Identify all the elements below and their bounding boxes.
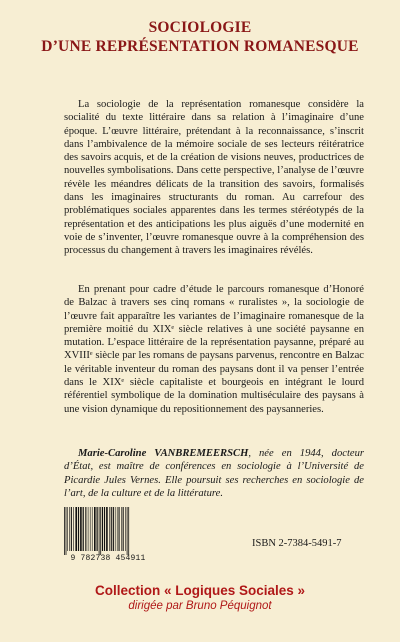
collection-info <box>0 583 400 614</box>
barcode-bar <box>102 507 103 551</box>
barcode-bar <box>125 507 126 551</box>
author-name: Marie-Caroline VANBREMEERSCH <box>78 448 249 459</box>
barcode-bar <box>113 507 114 551</box>
barcode-bar <box>75 507 77 551</box>
barcode-bar <box>73 507 74 551</box>
barcode-bar <box>119 507 120 551</box>
summary-paragraph-2: En prenant pour cadre d’étude le parcours romanesque d’Honoré de Balzac à travers ses cinq romans « ruralistes », la sociologie de l’œuvre fait apparaître les variantes de l’imaginaire romanesque de la première moitié du XIXᵉ siècle relatives à une société paysanne en mutation. L’espace littéraire de la représentation paysanne, préparé au XVIIIᵉ siècle par les romans de paysans parvenus, rencontre en Balzac le véritable inventeur du roman des paysans dont il va penser l’entrée dans le XIXᵉ siècle capitaliste et bourgeois en intégrant le lourd référentiel symbolique de la domination multiséculaire des paysans à une vision dynamique du repositionnement des paysanneries. <box>64 284 364 415</box>
collection-name: Collection « Logiques Sociales » <box>94 583 306 598</box>
barcode-bar <box>85 507 86 551</box>
isbn: ISBN 2-7384-5491-7 <box>252 538 342 549</box>
barcode-bar <box>109 507 110 551</box>
book-title <box>0 18 400 56</box>
barcode-bar <box>100 507 101 555</box>
barcode <box>62 507 154 563</box>
barcode-bar <box>106 507 108 551</box>
barcode-bar <box>66 507 67 555</box>
barcode-bar <box>99 507 100 555</box>
barcode-bar <box>111 507 112 551</box>
barcode-bar <box>121 507 122 551</box>
summary-paragraph-1: La sociologie de la représentation romanesque considère la socialité du texte littéraire dans sa relation à l’imaginaire d’une époque. L’œuvre littéraire, prétendant à la reconnaissance, s’inscrit dans l’ambivalence de la mémoire sociale de ses lecteurs réitératrice des savoirs acquis, et de la création de visions neuves, productrices de nouvelles symbolisations. Dans cette perspective, l’analyse de l’œuvre révèle les méandres délicats de la transition des savoirs, formalisés dans les imaginaires structurants du roman. Au carrefour des problématiques sociales apparentes dans les termes stéréotypés de la représentation et des anticipations les plus aiguës d’une modernité en voie de s’inventer, l’œuvre romanesque ouvre à la compréhension des processus du changement à travers les imaginaires révélés. <box>64 99 364 257</box>
barcode-bar <box>69 507 70 551</box>
barcode-bar <box>92 507 93 551</box>
barcode-bar <box>123 507 124 551</box>
barcode-bar <box>115 507 116 551</box>
title-line-1: SOCIOLOGIE <box>148 19 252 36</box>
collection-director: dirigée par Bruno Péquignot <box>128 600 272 612</box>
barcode-bar <box>97 507 98 551</box>
barcode-bar <box>127 507 128 555</box>
barcode-bar <box>78 507 79 551</box>
barcode-bar <box>94 507 96 551</box>
barcode-bar <box>80 507 82 551</box>
barcode-bars <box>62 507 154 555</box>
barcode-bar <box>117 507 118 551</box>
title-line-2: D’UNE REPRÉSENTATION ROMANESQUE <box>41 38 359 55</box>
author-bio <box>64 447 364 500</box>
barcode-bar <box>71 507 72 551</box>
barcode-bar <box>67 507 68 551</box>
barcode-bar <box>128 507 129 555</box>
barcode-number: 9 782738 454911 <box>70 554 146 563</box>
author-bio-text: , née en 1944, docteur d’État, est maître de conférences en sociologie à l’Université de Picardie Jules Vernes. Elle poursuit ses recherches en sociologie de l’art, de la culture et de la littérature. <box>64 448 365 499</box>
barcode-bar <box>83 507 84 551</box>
barcode-bar <box>90 507 91 551</box>
barcode-bar <box>104 507 105 551</box>
barcode-bar <box>64 507 65 555</box>
barcode-bar <box>88 507 89 551</box>
